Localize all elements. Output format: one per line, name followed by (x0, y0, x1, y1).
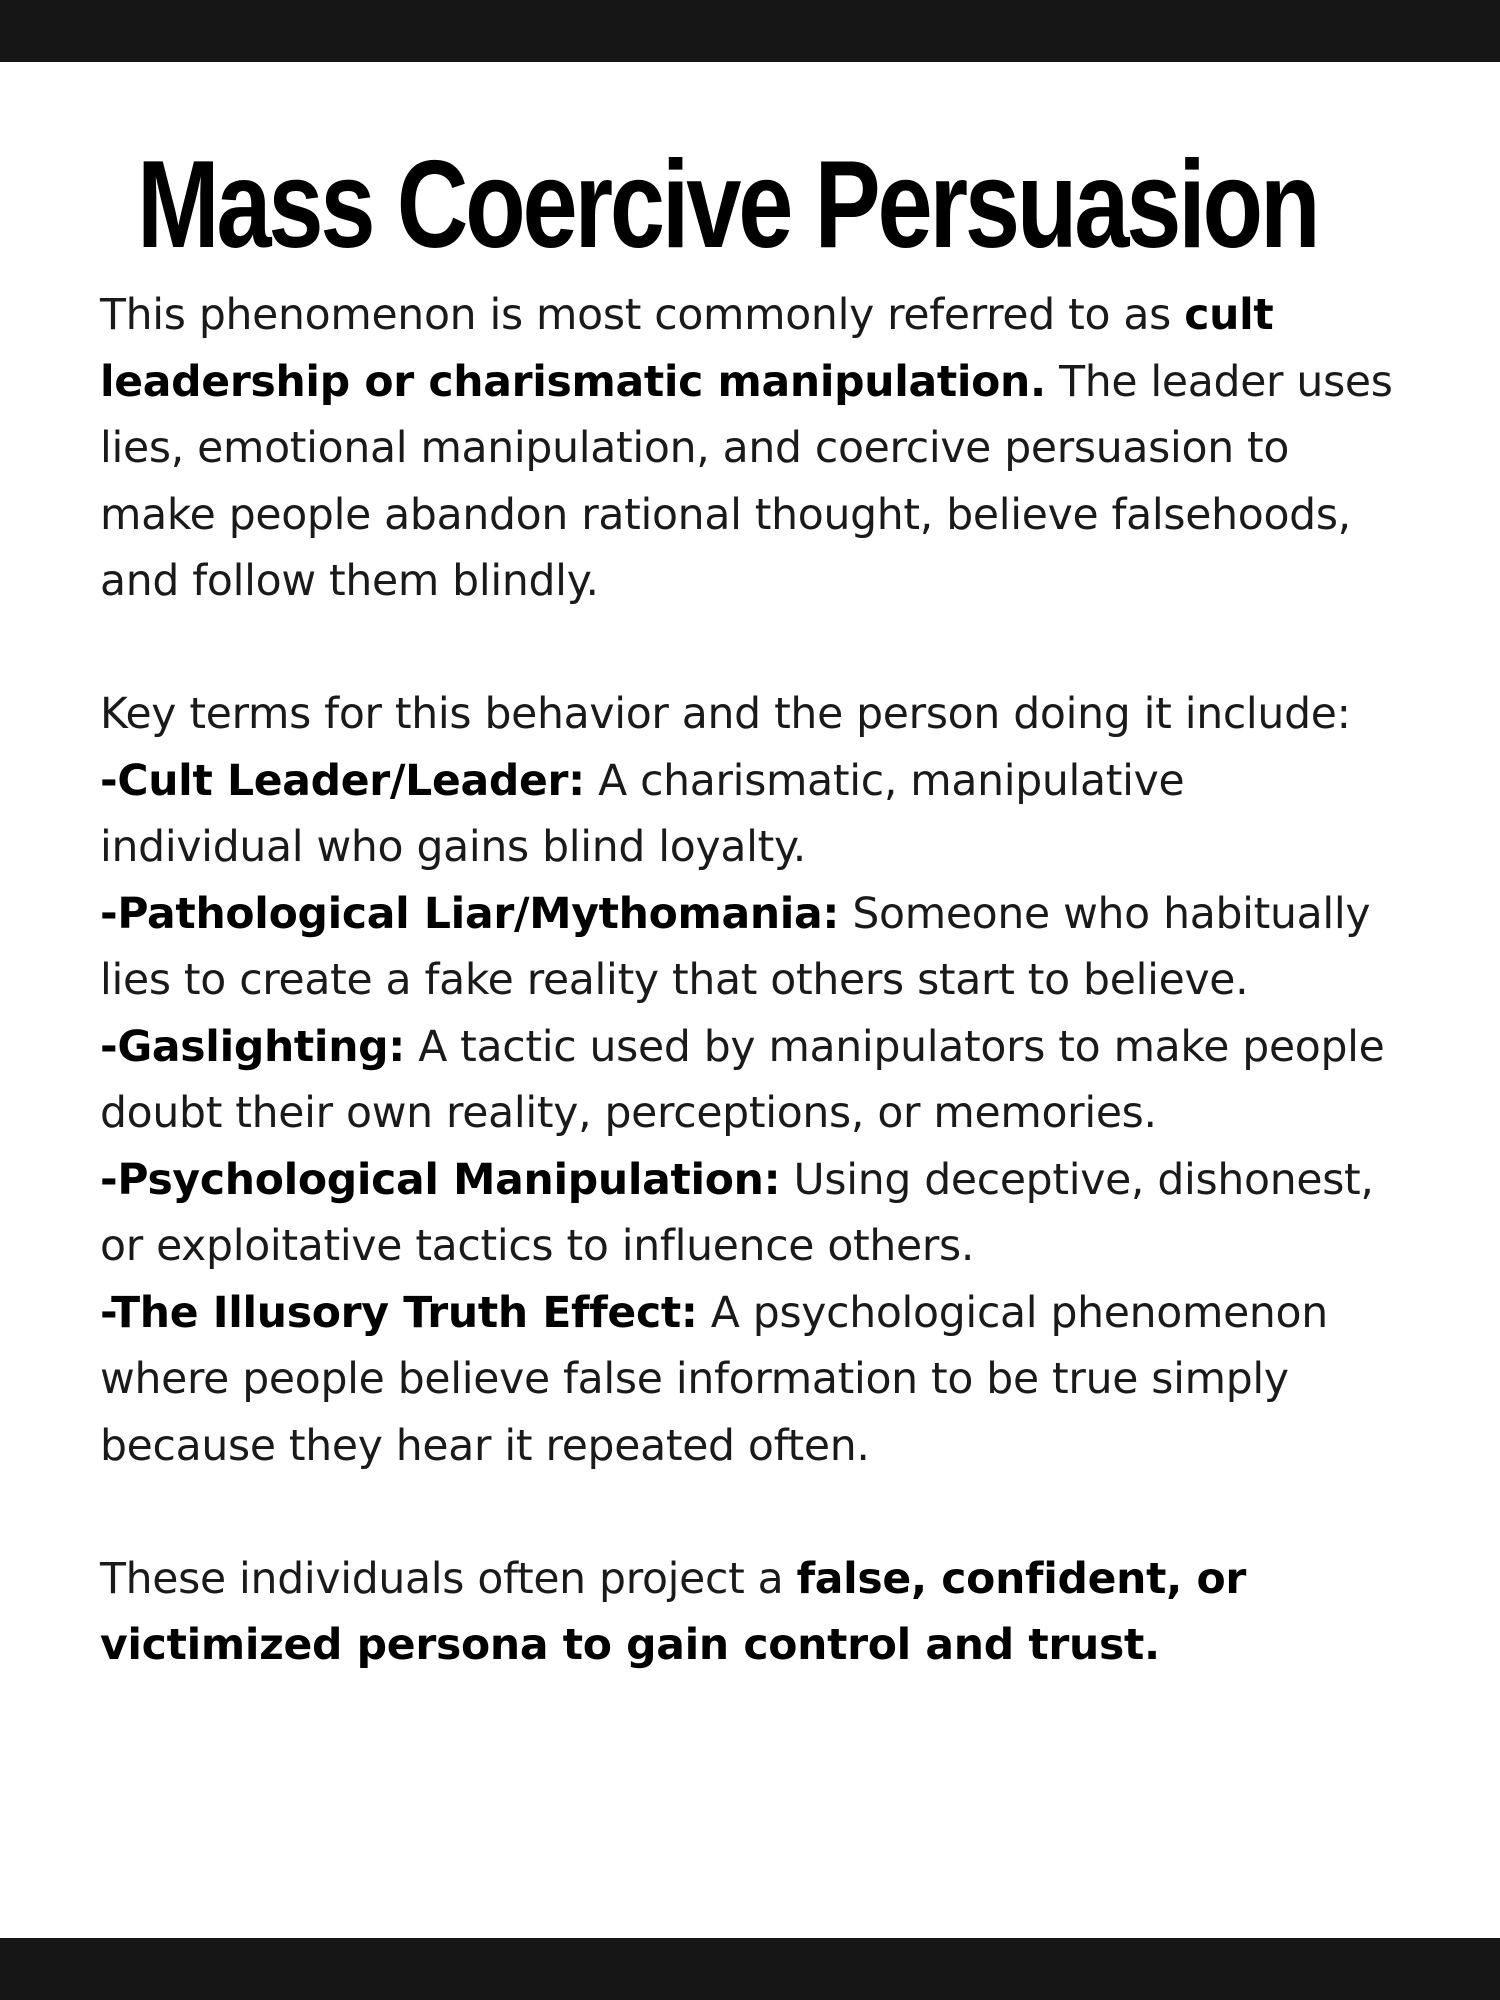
paragraph-spacer (100, 1480, 1400, 1547)
term-name: -Cult Leader/Leader: (100, 756, 585, 806)
term-name: -Gaslighting: (100, 1022, 405, 1072)
term-definition: A charismatic, manipulative individual who gains blind loyalty. (100, 756, 1185, 872)
conclusion-paragraph (100, 1547, 1400, 1680)
term-name: -Psychological Manipulation: (100, 1155, 781, 1205)
document-body (100, 283, 1400, 1680)
conclusion-highlight: false, confident, or victimized persona to gain control and trust. (100, 1554, 1247, 1670)
term-name: -Pathological Liar/Mythomania: (100, 889, 840, 939)
top-bar (0, 0, 1500, 62)
bottom-bar (0, 1938, 1500, 2000)
page-title: Mass Coercive Persuasion (137, 136, 1318, 274)
paragraph-spacer (100, 616, 1400, 683)
key-terms-intro: Key terms for this behavior and the person doing it include: (100, 690, 1351, 739)
intro-highlight: cult leadership or charismatic manipulation. (100, 291, 1274, 407)
term-item (100, 749, 1400, 882)
intro-lead: This phenomenon is most commonly referred to as (100, 291, 1185, 340)
term-definition: A tactic used by manipulators to make people doubt their own reality, perceptions, or memories. (100, 1022, 1385, 1138)
term-definition: Someone who habitually lies to create a fake reality that others start to believe. (100, 889, 1371, 1005)
term-item (100, 1148, 1400, 1281)
term-item (100, 1281, 1400, 1481)
term-name: -The Illusory Truth Effect: (100, 1288, 698, 1338)
term-item (100, 882, 1400, 1015)
term-item (100, 1015, 1400, 1148)
intro-paragraph (100, 283, 1400, 616)
term-definition: Using deceptive, dishonest, or exploitative tactics to influence others. (100, 1155, 1374, 1271)
conclusion-lead: These individuals often project a (100, 1554, 797, 1604)
term-definition: A psychological phenomenon where people believe false information to be true simply because they hear it repeated often. (100, 1288, 1328, 1471)
intro-rest: The leader uses lies, emotional manipulation, and coercive persuasion to make people abandon rational thought, believe falsehoods, and follow them blindly. (100, 357, 1393, 606)
